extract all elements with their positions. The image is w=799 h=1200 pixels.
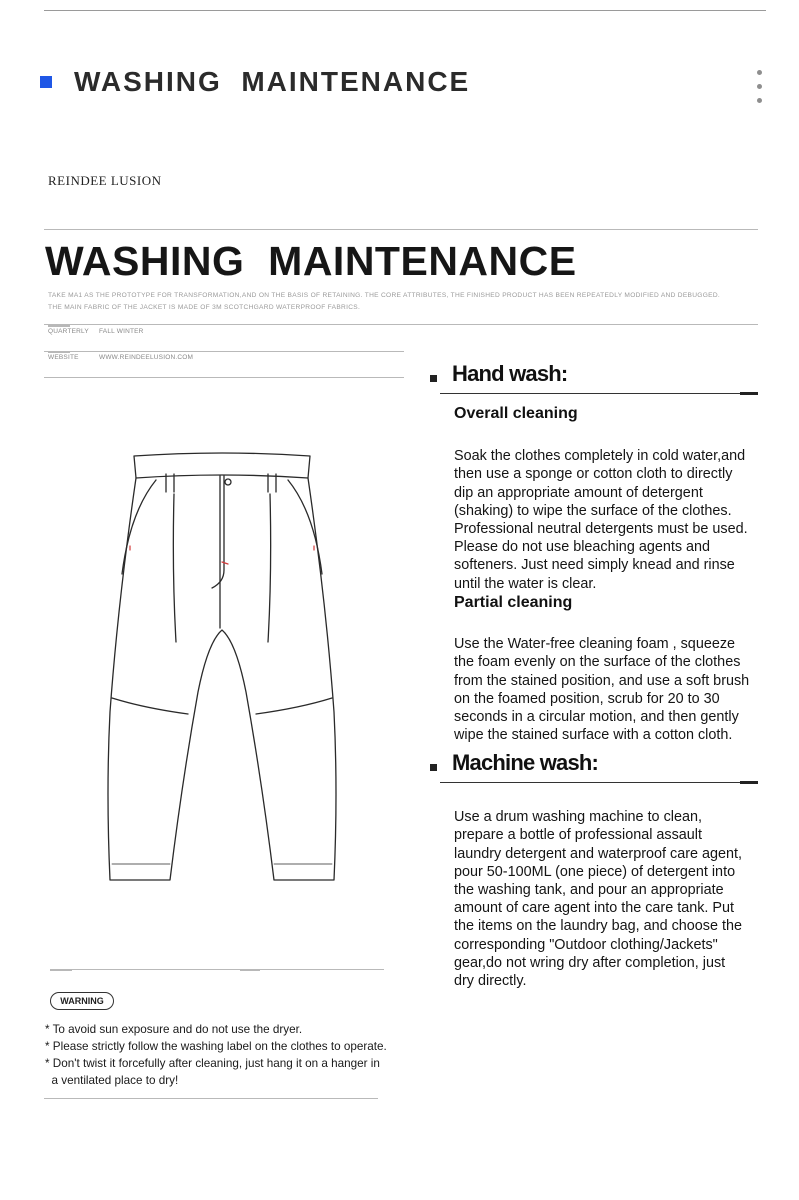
illustration-bar xyxy=(240,969,260,971)
warning-divider xyxy=(44,1098,378,1099)
warning-item: a ventilated place to dry! xyxy=(45,1074,179,1087)
partial-cleaning-title: Partial cleaning xyxy=(454,594,573,611)
intro-divider xyxy=(44,324,758,325)
section-underline-end xyxy=(740,392,758,395)
page-title: WASHING MAINTENANCE xyxy=(74,66,471,97)
quarterly-label: QUARTERLY xyxy=(48,328,89,335)
intro-line: THE MAIN FABRIC OF THE JACKET IS MADE OF 3M SCOTCHGARD WATERPROOF FABRICS. xyxy=(48,304,361,311)
more-options-icon[interactable] xyxy=(757,70,767,112)
meta-bar xyxy=(48,351,70,353)
header-accent-square xyxy=(40,76,52,88)
main-title: WASHING MAINTENANCE xyxy=(45,238,577,284)
section-underline xyxy=(440,393,758,394)
partial-cleaning-text: Use the Water-free cleaning foam , squeeze the foam evenly on the surface of the clothes from the stained position, and use a soft brush on the foamed position, scrub for 20 to 30 seconds in a circular motion, and then gently wipe the stained surface with a cotton cloth. xyxy=(454,636,750,744)
illustration-bar xyxy=(50,969,72,971)
website-value: WWW.REINDEELUSION.COM xyxy=(99,354,194,361)
machine-wash-text: Use a drum washing machine to clean, prepare a bottle of professional assault laundry detergent and waterproof care agent, pour 50-100ML (one piece) of detergent into the washing tank, and pour an appropriate amount of care agent into the care tank. Put the items on the laundry bag, and choose the corresponding "Outdoor clothing/Jackets" gear,do not wring dry after completion, just dry directly. xyxy=(454,809,743,990)
warning-item: * Please strictly follow the washing label on the clothes to operate. xyxy=(45,1040,387,1053)
section-bullet xyxy=(430,764,437,771)
brand-divider xyxy=(44,229,758,230)
section-underline xyxy=(440,782,758,783)
hand-wash-title: Hand wash: xyxy=(452,361,568,386)
quarterly-value: FALL WINTER xyxy=(99,328,144,335)
website-label: WEBSITE xyxy=(48,354,79,361)
meta-divider xyxy=(44,351,404,352)
meta-divider xyxy=(44,377,404,378)
section-underline-end xyxy=(740,781,758,784)
top-divider xyxy=(44,10,766,11)
overall-cleaning-title: Overall cleaning xyxy=(454,405,578,422)
pants-sketch-icon xyxy=(104,452,340,884)
overall-cleaning-text: Soak the clothes completely in cold water,and then use a sponge or cotton cloth to directly dip an appropriate amount of detergent (shaking) to wipe the surface of the clothes. Professional neutral detergents must be used. Please do not use bleaching agents and softeners. Just need simply knead and rinse until the water is clear. xyxy=(454,448,748,592)
section-bullet xyxy=(430,375,437,382)
machine-wash-title: Machine wash: xyxy=(452,750,599,775)
meta-bar xyxy=(48,325,70,327)
illustration-divider xyxy=(50,969,384,970)
warning-list xyxy=(45,1021,387,1089)
warning-item: * To avoid sun exposure and do not use the dryer. xyxy=(45,1023,303,1036)
brand-name: REINDEE LUSION xyxy=(48,173,162,188)
warning-item: * Don't twist it forcefully after cleaning, just hang it on a hanger in xyxy=(45,1057,380,1070)
intro-line: TAKE MA1 AS THE PROTOTYPE FOR TRANSFORMATION,AND ON THE BASIS OF RETAINING. THE CORE ATTRIBUTES, THE FINISHED PRODUCT HAS BEEN REPEATEDLY MODIFIED AND DEBUGGED. xyxy=(48,292,721,299)
warning-badge: WARNING xyxy=(50,992,114,1010)
